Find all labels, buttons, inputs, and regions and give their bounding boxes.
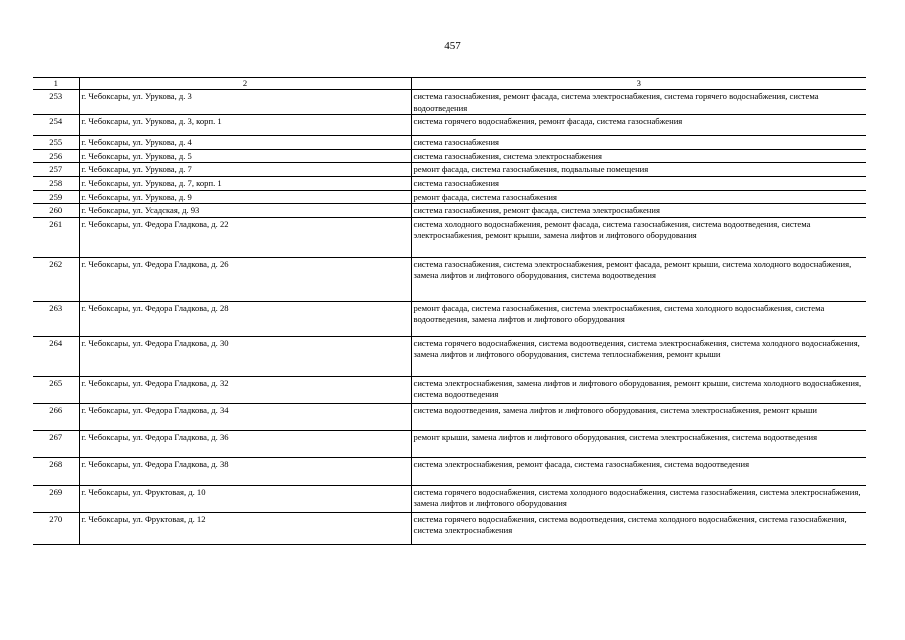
row-number: 254	[33, 115, 79, 136]
row-number: 257	[33, 163, 79, 177]
table-row	[33, 336, 866, 376]
row-works: система газоснабжения	[411, 136, 866, 150]
row-address: г. Чебоксары, ул. Фруктовая, д. 10	[79, 485, 411, 512]
row-number: 270	[33, 512, 79, 544]
row-address: г. Чебоксары, ул. Федора Гладкова, д. 32	[79, 376, 411, 403]
row-number: 255	[33, 136, 79, 150]
row-number: 266	[33, 403, 79, 430]
row-number: 264	[33, 336, 79, 376]
page-number: 457	[444, 40, 461, 52]
row-works: система горячего водоснабжения, ремонт фасада, система газоснабжения	[411, 115, 866, 136]
table-row	[33, 457, 866, 485]
row-address: г. Чебоксары, ул. Федора Гладкова, д. 34	[79, 403, 411, 430]
row-number: 261	[33, 217, 79, 257]
row-works: ремонт фасада, система газоснабжения	[411, 190, 866, 204]
column-header-address: 2	[79, 78, 411, 90]
row-address: г. Чебоксары, ул. Усадская, д. 93	[79, 204, 411, 218]
row-address: г. Чебоксары, ул. Урукова, д. 4	[79, 136, 411, 150]
row-address: г. Чебоксары, ул. Урукова, д. 9	[79, 190, 411, 204]
row-address: г. Чебоксары, ул. Урукова, д. 3	[79, 90, 411, 115]
table-row	[33, 115, 866, 136]
row-works: система газоснабжения	[411, 176, 866, 190]
row-number: 262	[33, 257, 79, 301]
row-address: г. Чебоксары, ул. Федора Гладкова, д. 26	[79, 257, 411, 301]
column-header-works: 3	[411, 78, 866, 90]
column-header-number: 1	[33, 78, 79, 90]
row-works: система газоснабжения, ремонт фасада, система электроснабжения, система горячего водоснабжения, система водоотведения	[411, 90, 866, 115]
row-number: 265	[33, 376, 79, 403]
row-works: система горячего водоснабжения, система холодного водоснабжения, система газоснабжения, система электроснабжения, замена лифтов и лифтового оборудования	[411, 485, 866, 512]
table-row	[33, 176, 866, 190]
table-row	[33, 136, 866, 150]
row-number: 253	[33, 90, 79, 115]
table-row	[33, 217, 866, 257]
row-number: 263	[33, 301, 79, 336]
table-row	[33, 430, 866, 457]
row-number: 267	[33, 430, 79, 457]
table-row	[33, 163, 866, 177]
row-address: г. Чебоксары, ул. Федора Гладкова, д. 36	[79, 430, 411, 457]
row-works: система электроснабжения, замена лифтов и лифтового оборудования, ремонт крыши, система холодного водоснабжения, система водоотведения	[411, 376, 866, 403]
row-number: 256	[33, 149, 79, 163]
table-row	[33, 485, 866, 512]
row-number: 268	[33, 457, 79, 485]
table-row	[33, 204, 866, 218]
row-number: 258	[33, 176, 79, 190]
row-address: г. Чебоксары, ул. Урукова, д. 5	[79, 149, 411, 163]
header-row	[33, 78, 866, 90]
registry-table	[33, 77, 866, 545]
table-row	[33, 90, 866, 115]
row-number: 260	[33, 204, 79, 218]
row-number: 269	[33, 485, 79, 512]
table-row	[33, 301, 866, 336]
table-row	[33, 512, 866, 544]
table-row	[33, 376, 866, 403]
row-works: система водоотведения, замена лифтов и лифтового оборудования, система электроснабжения, ремонт крыши	[411, 403, 866, 430]
row-address: г. Чебоксары, ул. Урукова, д. 3, корп. 1	[79, 115, 411, 136]
row-works: система газоснабжения, система электроснабжения, ремонт фасада, ремонт крыши, система холодного водоснабжения, замена лифтов и лифтового оборудования, система водоотведения	[411, 257, 866, 301]
table-row	[33, 257, 866, 301]
row-address: г. Чебоксары, ул. Федора Гладкова, д. 28	[79, 301, 411, 336]
row-address: г. Чебоксары, ул. Федора Гладкова, д. 22	[79, 217, 411, 257]
row-works: система газоснабжения, ремонт фасада, система электроснабжения	[411, 204, 866, 218]
row-address: г. Чебоксары, ул. Урукова, д. 7, корп. 1	[79, 176, 411, 190]
row-works: ремонт крыши, замена лифтов и лифтового оборудования, система электроснабжения, система водоотведения	[411, 430, 866, 457]
row-address: г. Чебоксары, ул. Федора Гладкова, д. 38	[79, 457, 411, 485]
row-address: г. Чебоксары, ул. Фруктовая, д. 12	[79, 512, 411, 544]
row-works: ремонт фасада, система газоснабжения, подвальные помещения	[411, 163, 866, 177]
table-row	[33, 149, 866, 163]
row-works: система холодного водоснабжения, ремонт фасада, система газоснабжения, система водоотведения, система электроснабжения, ремонт крыши, замена лифтов и лифтового оборудования	[411, 217, 866, 257]
row-number: 259	[33, 190, 79, 204]
row-works: система газоснабжения, система электроснабжения	[411, 149, 866, 163]
table-row	[33, 190, 866, 204]
row-works: система горячего водоснабжения, система водоотведения, система холодного водоснабжения, система газоснабжения, система электроснабжения	[411, 512, 866, 544]
row-works: система горячего водоснабжения, система водоотведения, система электроснабжения, система холодного водоснабжения, замена лифтов и лифтового оборудования, система теплоснабжения, ремонт крыши	[411, 336, 866, 376]
row-works: ремонт фасада, система газоснабжения, система электроснабжения, система холодного водоснабжения, система водоотведения, замена лифтов и лифтового оборудования	[411, 301, 866, 336]
row-works: система электроснабжения, ремонт фасада, система газоснабжения, система водоотведения	[411, 457, 866, 485]
table-row	[33, 403, 866, 430]
row-address: г. Чебоксары, ул. Федора Гладкова, д. 30	[79, 336, 411, 376]
row-address: г. Чебоксары, ул. Урукова, д. 7	[79, 163, 411, 177]
